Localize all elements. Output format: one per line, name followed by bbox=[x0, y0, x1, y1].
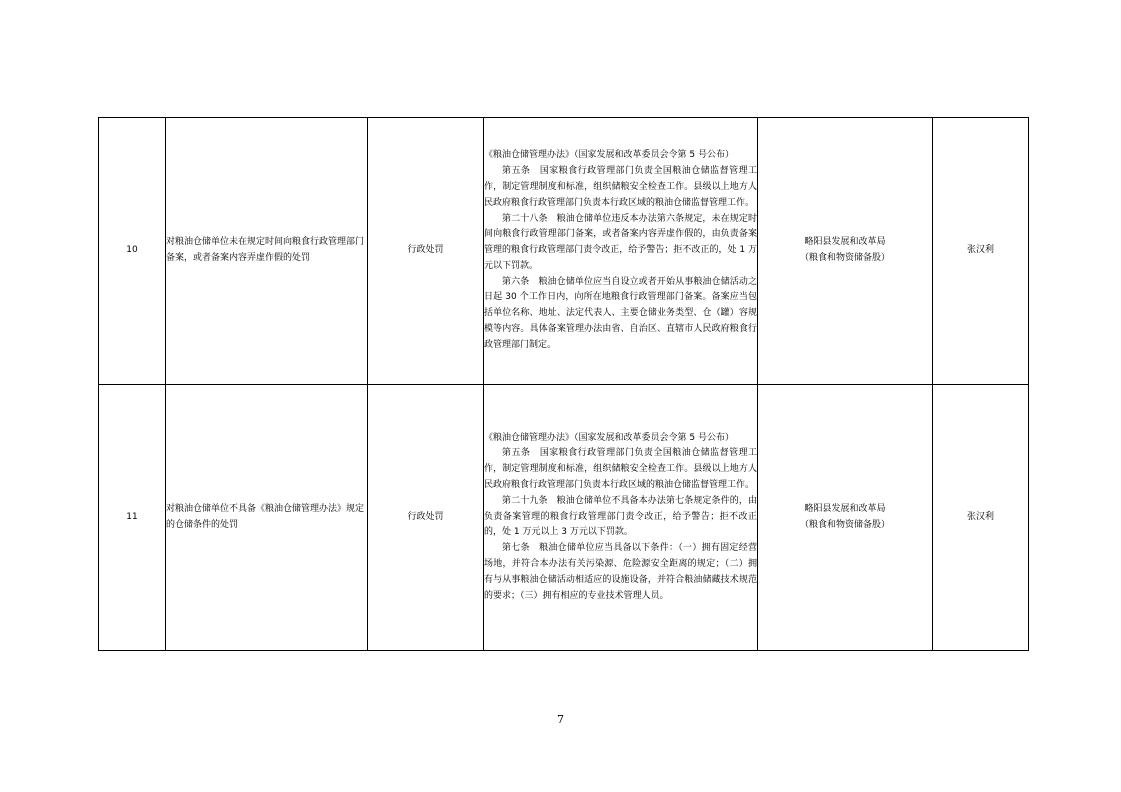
item-type: 行政处罚 bbox=[368, 118, 484, 385]
legal-basis bbox=[484, 118, 758, 385]
department-name: 略阳县发展和改革局 bbox=[804, 503, 886, 514]
item-name: 对粮油仓储单位不具备《粮油仓储管理办法》规定的仓储条件的处罚 bbox=[166, 385, 368, 651]
legal-basis bbox=[484, 385, 758, 651]
responsible-department bbox=[758, 118, 933, 385]
basis-title: 《粮油仓储管理办法》（国家发展和改革委员会令第 5 号公布） bbox=[484, 150, 734, 161]
page-number: 7 bbox=[557, 713, 564, 726]
row-number: 11 bbox=[99, 385, 166, 651]
basis-article: 第五条 国家粮食行政管理部门负责全国粮油仓储监督管理工作，制定管理制度和标准，组织储粮安全检查工作。县级以上地方人民政府粮食行政管理部门负责本行政区域的粮油仓储监督管理工作。 bbox=[484, 448, 757, 490]
basis-title: 《粮油仓储管理办法》（国家发展和改革委员会令第 5 号公布） bbox=[484, 432, 734, 443]
responsible-person: 张汉利 bbox=[933, 385, 1029, 651]
table-row bbox=[99, 385, 1029, 651]
enforcement-table bbox=[98, 117, 1029, 651]
department-section: （粮食和物资储备股） bbox=[799, 519, 890, 530]
basis-article: 第二十八条 粮油仓储单位违反本办法第六条规定，未在规定时间向粮食行政管理部门备案，或者备案内容弄虚作假的，由负责备案管理的粮食行政管理部门责令改正，给予警告；拒不改正的，处 1 万元以下罚款。 bbox=[484, 213, 757, 271]
row-number: 10 bbox=[99, 118, 166, 385]
basis-article: 第六条 粮油仓储单位应当自设立或者开始从事粮油仓储活动之日起 30 个工作日内，向所在地粮食行政管理部门备案。备案应当包括单位名称、地址、法定代表人、主要仓储业务类型、仓（罐）容规模等内容。具体备案管理办法由省、自治区、直辖市人民政府粮食行政管理部门制定。 bbox=[484, 276, 757, 350]
basis-article: 第七条 粮油仓储单位应当具备以下条件：（一）拥有固定经营场地，并符合本办法有关污染源、危险源安全距离的规定；（二）拥有与从事粮油仓储活动相适应的设施设备，并符合粮油储藏技术规范的要求；（三）拥有相应的专业技术管理人员。 bbox=[484, 543, 757, 601]
department-name: 略阳县发展和改革局 bbox=[804, 237, 886, 248]
responsible-department bbox=[758, 385, 933, 651]
basis-article: 第五条 国家粮食行政管理部门负责全国粮油仓储监督管理工作，制定管理制度和标准，组织储粮安全检查工作。县级以上地方人民政府粮食行政管理部门负责本行政区域的粮油仓储监督管理工作。 bbox=[484, 166, 757, 208]
table-row bbox=[99, 118, 1029, 385]
responsible-person: 张汉利 bbox=[933, 118, 1029, 385]
department-section: （粮食和物资储备股） bbox=[799, 253, 890, 263]
item-type: 行政处罚 bbox=[368, 385, 484, 651]
item-name: 对粮油仓储单位未在规定时间向粮食行政管理部门备案，或者备案内容弄虚作假的处罚 bbox=[166, 118, 368, 385]
basis-article: 第二十九条 粮油仓储单位不具备本办法第七条规定条件的，由负责备案管理的粮食行政管理部门责令改正，给予警告；拒不改正的，处 1 万元以上 3 万元以下罚款。 bbox=[484, 495, 757, 538]
